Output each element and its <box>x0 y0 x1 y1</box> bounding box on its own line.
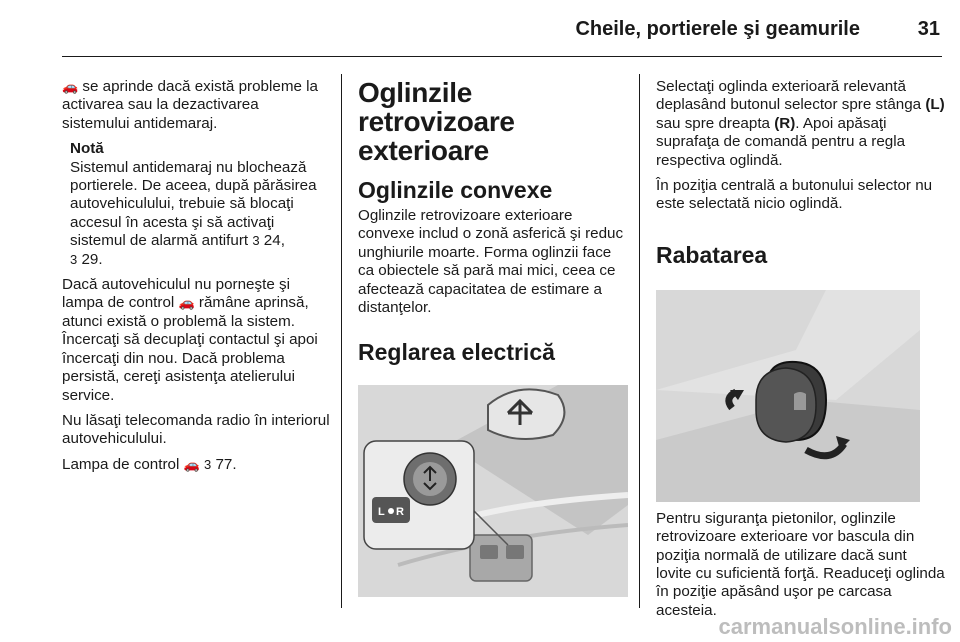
note-title: Notă <box>70 140 104 158</box>
page-number: 31 <box>917 18 940 40</box>
section-title-exterior-mirrors: Oglinzile retrovizoare exterioare <box>358 77 515 166</box>
paragraph-select-mirror: Selectaţi oglinda exterioară relevantă deplasând butonul selector spre stânga (L) sau spre dreapta (R). Apoi apăsaţi suprafaţa de comandă pentru a regla respectiva oglindă. <box>656 78 945 169</box>
watermark-text: carmanualsonline.info <box>718 614 952 639</box>
note-block <box>62 140 330 269</box>
paragraph-convex-mirrors: Oglinzile retrovizoare exterioare convexe includ o zonă asferică şi reduc unghiurile moarte. Forma oglinzii face ca obiectele să pară mai mici, ceea ce afectează capacitatea de estimare a distanţelor. <box>358 207 624 317</box>
immobiliser-lamp-icon: 🚗 <box>62 79 79 94</box>
paragraph-center-position: În poziţia centrală a butonului selector nu este selectată nicio oglindă. <box>656 177 933 213</box>
note-text: Sistemul antidemaraj nu blochează portierele. De aceea, după părăsirea autovehiculului, trebuie să blocaţi accesul în acesta şi să activaţi sistemul de alarmă antifurt 3 24, 3 29. <box>70 158 317 268</box>
column-divider-1 <box>341 74 342 608</box>
page-ref-arrow-icon: 3 <box>204 456 212 472</box>
paragraph-folding-safety: Pentru siguranţa pietonilor, oglinzile retrovizoare exterioare vor bascula din poziţia normală de utilizare dacă sunt lovite cu suficientă forţă. Readuceţi oglinda în poziţie apăsând uşor pe carcasa acesteia. <box>656 509 945 619</box>
paragraph-engine-not-starting: Dacă autovehiculul nu porneşte şi lampa de control 🚗 rămâne aprinsă, atunci există o problemă la sistem. Încercaţi să decuplaţi contactul şi apoi încercaţi din nou. Dacă problema persistă, cereţi asistenţa atelierului service. <box>62 276 318 404</box>
switch-label-right: R <box>396 506 404 519</box>
paragraph-immobiliser-warning: 🚗 se aprinde dacă există probleme la activarea sau la dezactivarea sistemului antidemaraj. <box>62 78 318 132</box>
immobiliser-lamp-icon: 🚗 <box>183 456 200 472</box>
immobiliser-lamp-icon: 🚗 <box>178 295 195 311</box>
switch-label-left: L <box>378 506 385 519</box>
column-2 <box>358 78 628 605</box>
column-3 <box>656 78 946 627</box>
column-divider-2 <box>639 74 640 608</box>
paragraph-control-lamp-ref: Lampa de control 🚗 3 77. <box>62 455 237 473</box>
paragraph-remote-warning: Nu lăsaţi telecomanda radio în interiorul autovehiculului. <box>62 411 330 448</box>
column-1 <box>62 78 330 481</box>
mirror-adjustment-figure <box>358 385 628 597</box>
subheading-convex-mirrors: Oglinzile convexe <box>358 177 553 203</box>
mirror-folding-figure <box>656 290 920 502</box>
page-ref-arrow-icon: 3 <box>70 251 78 267</box>
header-divider <box>62 56 942 57</box>
page-ref-arrow-icon: 3 <box>252 233 260 249</box>
page-header-title: Cheile, portierele şi geamurile <box>575 18 860 40</box>
subheading-electric-adjustment: Reglarea electrică <box>358 339 555 366</box>
subheading-folding: Rabatarea <box>656 241 768 268</box>
